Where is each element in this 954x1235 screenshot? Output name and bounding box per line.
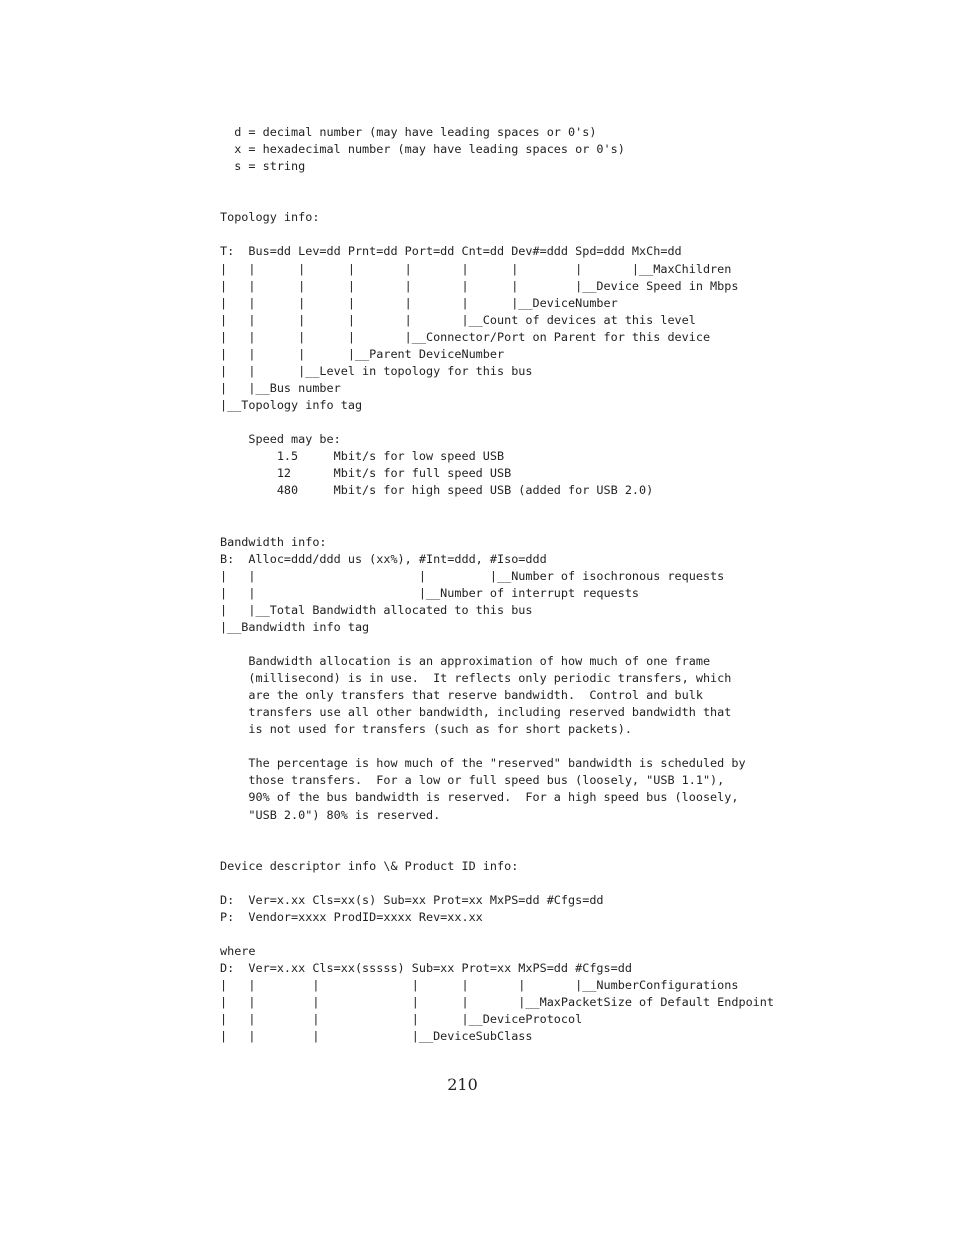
code-line: | |__Bus number	[220, 380, 341, 395]
code-line: B: Alloc=ddd/ddd us (xx%), #Int=ddd, #Iso=ddd	[220, 551, 547, 566]
code-line: |__Bandwidth info tag	[220, 619, 370, 634]
code-line: 1.5 Mbit/s for low speed USB	[220, 449, 505, 464]
blank-line	[220, 738, 774, 755]
code-line: | | | | | |__MaxPacketSize of Default Endpoint	[220, 995, 774, 1010]
code-line: | | | | | | |__NumberConfigurations	[220, 978, 739, 993]
code-line: Bandwidth info:	[220, 534, 327, 549]
blank-line	[220, 499, 774, 516]
code-line: | | | |__Parent DeviceNumber	[220, 346, 505, 361]
code-line: x = hexadecimal number (may have leading spaces or 0's)	[220, 142, 625, 157]
code-line: 12 Mbit/s for full speed USB	[220, 466, 512, 481]
code-line: where	[220, 944, 256, 958]
code-line: The percentage is how much of the "reserved" bandwidth is scheduled by	[220, 756, 746, 771]
code-line: | | |__Level in topology for this bus	[220, 363, 533, 378]
code-line: d = decimal number (may have leading spaces or 0's)	[220, 125, 597, 139]
code-line: transfers use all other bandwidth, including reserved bandwidth that	[220, 705, 732, 720]
code-line: 90% of the bus bandwidth is reserved. For a high speed bus (loosely,	[220, 790, 739, 805]
code-line: | | | |__Number of isochronous requests	[220, 568, 725, 583]
code-line: Device descriptor info \& Product ID info:	[220, 858, 519, 873]
blank-line	[220, 841, 774, 858]
code-line: 480 Mbit/s for high speed USB (added for USB 2.0)	[220, 483, 654, 498]
code-line: | | | | | | | | |__MaxChildren	[220, 261, 732, 276]
blank-line	[220, 516, 774, 533]
code-line: | | | | |__DeviceProtocol	[220, 1012, 583, 1027]
code-line: | |__Total Bandwidth allocated to this bus	[220, 602, 533, 617]
code-line: | | | | | | | |__Device Speed in Mbps	[220, 278, 739, 293]
code-line: "USB 2.0") 80% is reserved.	[220, 807, 441, 822]
blank-line	[220, 192, 774, 209]
code-line: | | |__Number of interrupt requests	[220, 585, 640, 600]
code-line: P: Vendor=xxxx ProdID=xxxx Rev=xx.xx	[220, 909, 483, 924]
code-line: | | | | | | |__DeviceNumber	[220, 295, 618, 310]
code-line: Topology info:	[220, 210, 320, 225]
code-line: (millisecond) is in use. It reflects only periodic transfers, which	[220, 671, 732, 685]
code-line: D: Ver=x.xx Cls=xx(s) Sub=xx Prot=xx MxPS=dd #Cfgs=dd	[220, 892, 604, 907]
code-line: Bandwidth allocation is an approximation of how much of one frame	[220, 653, 711, 668]
code-line: | | | |__DeviceSubClass	[220, 1029, 533, 1044]
blank-line	[220, 636, 774, 653]
code-listing	[220, 124, 774, 1045]
blank-line	[220, 226, 774, 243]
code-line: | | | | | |__Count of devices at this level	[220, 312, 696, 327]
code-line: | | | | |__Connector/Port on Parent for this device	[220, 329, 711, 344]
code-line: |__Topology info tag	[220, 398, 363, 412]
code-line: s = string	[220, 159, 306, 174]
blank-line	[220, 926, 774, 943]
blank-line	[220, 414, 774, 431]
code-line: Speed may be:	[220, 432, 341, 447]
blank-line	[220, 875, 774, 892]
code-line: those transfers. For a low or full speed bus (loosely, "USB 1.1"),	[220, 773, 725, 788]
code-line: are the only transfers that reserve bandwidth. Control and bulk	[220, 688, 703, 703]
blank-line	[220, 824, 774, 841]
code-line: is not used for transfers (such as for short packets).	[220, 722, 632, 737]
blank-line	[220, 175, 774, 192]
code-line: T: Bus=dd Lev=dd Prnt=dd Port=dd Cnt=dd Dev#=ddd Spd=ddd MxCh=dd	[220, 244, 682, 259]
page-number: 210	[447, 1075, 478, 1094]
code-line: D: Ver=x.xx Cls=xx(sssss) Sub=xx Prot=xx MxPS=dd #Cfgs=dd	[220, 961, 632, 976]
